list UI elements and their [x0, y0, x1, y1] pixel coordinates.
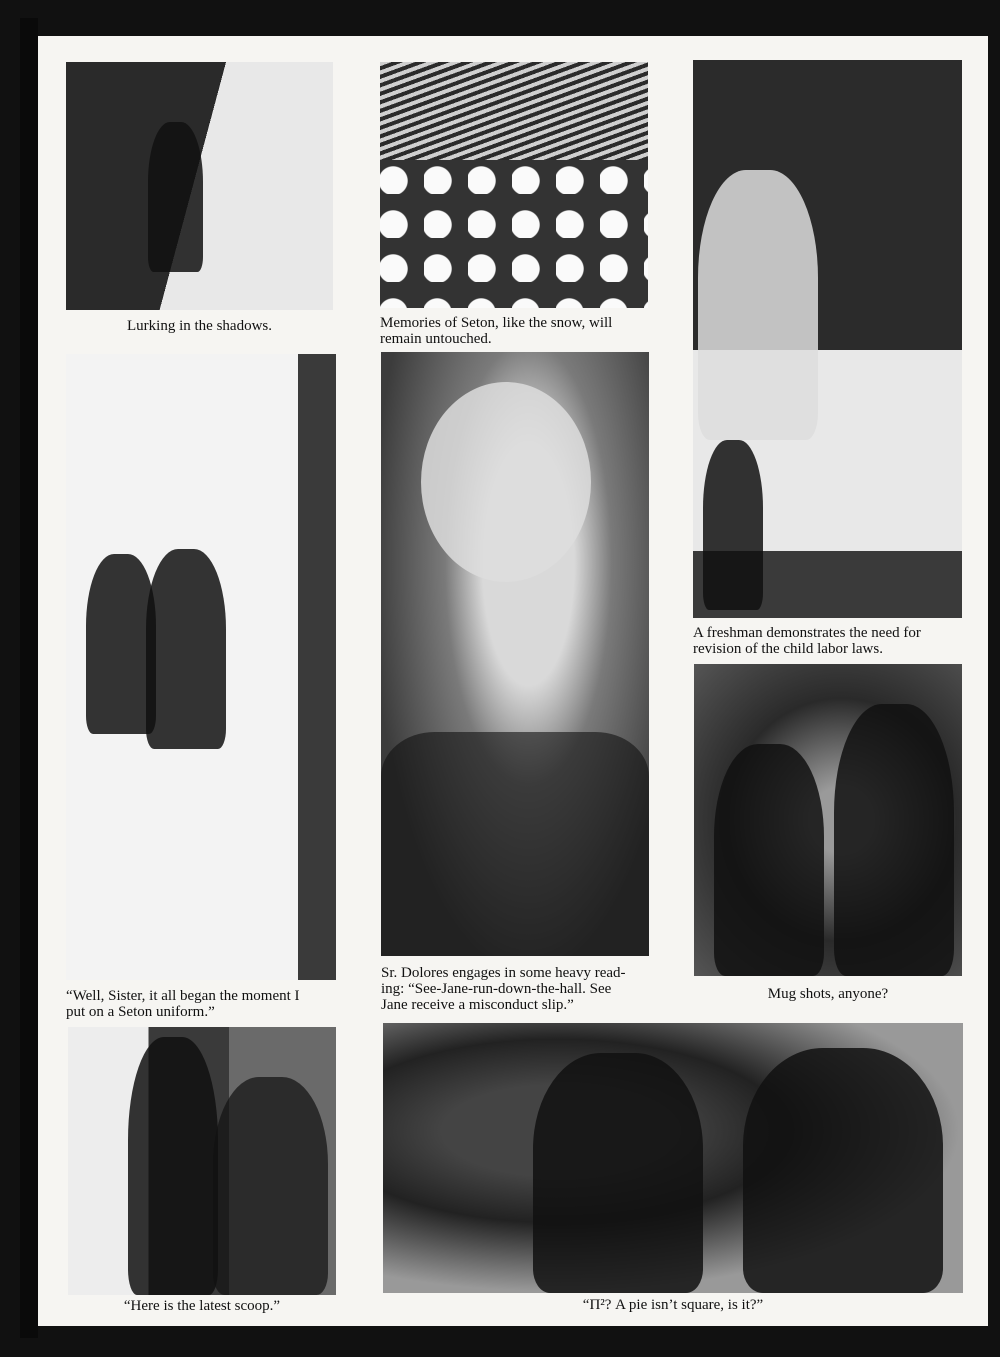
caption-classroom-line1: “Well, Sister, it all began the moment I — [66, 988, 300, 1004]
page-edge-shadow — [20, 18, 38, 1338]
photo-classroom — [66, 354, 336, 980]
photo-lurking-shadows — [66, 62, 333, 310]
photo-sr-dolores — [381, 352, 649, 956]
caption-lurking: Lurking in the shadows. — [127, 318, 272, 334]
photo-snow-stairs — [380, 62, 648, 308]
caption-dolores-line1: Sr. Dolores engages in some heavy read- — [381, 965, 626, 981]
caption-snow — [380, 315, 648, 347]
caption-snow-line1: Memories of Seton, like the snow, will — [380, 315, 613, 331]
photo-latest-scoop — [68, 1027, 336, 1295]
caption-classroom-line2: put on a Seton uniform.” — [66, 1004, 215, 1020]
caption-freshman — [693, 625, 962, 657]
caption-mug-shots: Mug shots, anyone? — [767, 986, 889, 1002]
caption-classroom — [66, 988, 336, 1020]
photo-pie-square — [383, 1023, 963, 1293]
caption-pie: “Π²? A pie isn’t square, is it?” — [582, 1297, 764, 1313]
caption-snow-line2: remain untouched. — [380, 331, 492, 347]
photo-mug-shots — [694, 664, 962, 976]
caption-dolores-line3: Jane receive a misconduct slip.” — [381, 997, 574, 1013]
caption-scoop: “Here is the latest scoop.” — [123, 1298, 281, 1314]
caption-freshman-line2: revision of the child labor laws. — [693, 641, 883, 657]
photo-freshman — [693, 60, 962, 618]
caption-freshman-line1: A freshman demonstrates the need for — [693, 625, 921, 641]
caption-dolores-line2: ing: “See-Jane-run-down-the-hall. See — [381, 981, 612, 997]
caption-dolores — [381, 965, 649, 1013]
